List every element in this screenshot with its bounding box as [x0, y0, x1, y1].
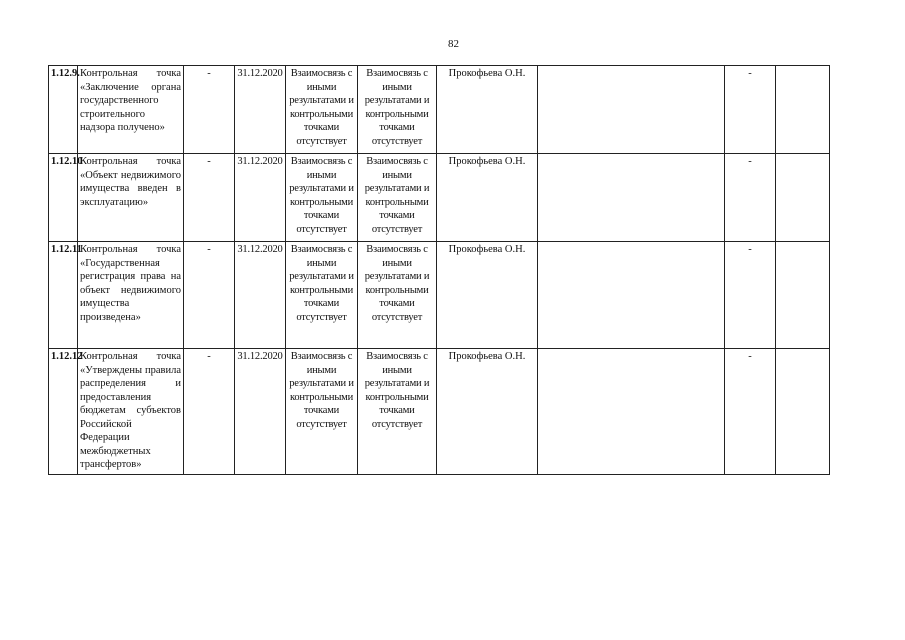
level-cell: - [725, 349, 776, 475]
relation-previous-cell: Взаимосвязь с иными результатами и контрольными точками отсутствует [286, 154, 358, 242]
start-date-cell: - [184, 154, 235, 242]
relation-next-cell: Взаимосвязь с иными результатами и контрольными точками отсутствует [358, 66, 437, 154]
control-point-name: Контрольная точка «Государственная регистрация права на объект недвижимого имущества произведена» [78, 242, 184, 349]
level-cell: - [725, 154, 776, 242]
relation-previous-cell: Взаимосвязь с иными результатами и контрольными точками отсутствует [286, 242, 358, 349]
document-cell [538, 66, 725, 154]
document-cell [538, 349, 725, 475]
document-cell [538, 154, 725, 242]
start-date-cell: - [184, 66, 235, 154]
end-date-cell: 31.12.2020 [235, 154, 286, 242]
responsible-person-cell: Прокофьева О.Н. [437, 66, 538, 154]
extra-cell [776, 349, 830, 475]
control-point-name: Контрольная точка «Объект недвижимого имущества введен в эксплуатацию» [78, 154, 184, 242]
relation-next-cell: Взаимосвязь с иными результатами и контрольными точками отсутствует [358, 349, 437, 475]
page-number: 82 [448, 38, 459, 50]
control-points-table [48, 65, 830, 475]
relation-previous-cell: Взаимосвязь с иными результатами и контрольными точками отсутствует [286, 66, 358, 154]
table-row [49, 66, 830, 154]
row-number: 1.12.9. [49, 66, 78, 154]
table-row [49, 154, 830, 242]
start-date-cell: - [184, 242, 235, 349]
end-date-cell: 31.12.2020 [235, 242, 286, 349]
row-number: 1.12.11 [49, 242, 78, 349]
extra-cell [776, 66, 830, 154]
row-number: 1.12.12 [49, 349, 78, 475]
level-cell: - [725, 66, 776, 154]
responsible-person-cell: Прокофьева О.Н. [437, 154, 538, 242]
document-cell [538, 242, 725, 349]
table-row [49, 242, 830, 349]
relation-next-cell: Взаимосвязь с иными результатами и контрольными точками отсутствует [358, 242, 437, 349]
start-date-cell: - [184, 349, 235, 475]
extra-cell [776, 242, 830, 349]
control-point-name: Контрольная точка «Заключение органа государственного строительного надзора получено» [78, 66, 184, 154]
responsible-person-cell: Прокофьева О.Н. [437, 349, 538, 475]
end-date-cell: 31.12.2020 [235, 66, 286, 154]
end-date-cell: 31.12.2020 [235, 349, 286, 475]
relation-previous-cell: Взаимосвязь с иными результатами и контрольными точками отсутствует [286, 349, 358, 475]
responsible-person-cell: Прокофьева О.Н. [437, 242, 538, 349]
relation-next-cell: Взаимосвязь с иными результатами и контрольными точками отсутствует [358, 154, 437, 242]
level-cell: - [725, 242, 776, 349]
table-row [49, 349, 830, 475]
row-number: 1.12.10 [49, 154, 78, 242]
control-point-name: Контрольная точка «Утверждены правила распределения и предоставления бюджетам субъектов Российской Федерации межбюджетных трансфертов» [78, 349, 184, 475]
extra-cell [776, 154, 830, 242]
